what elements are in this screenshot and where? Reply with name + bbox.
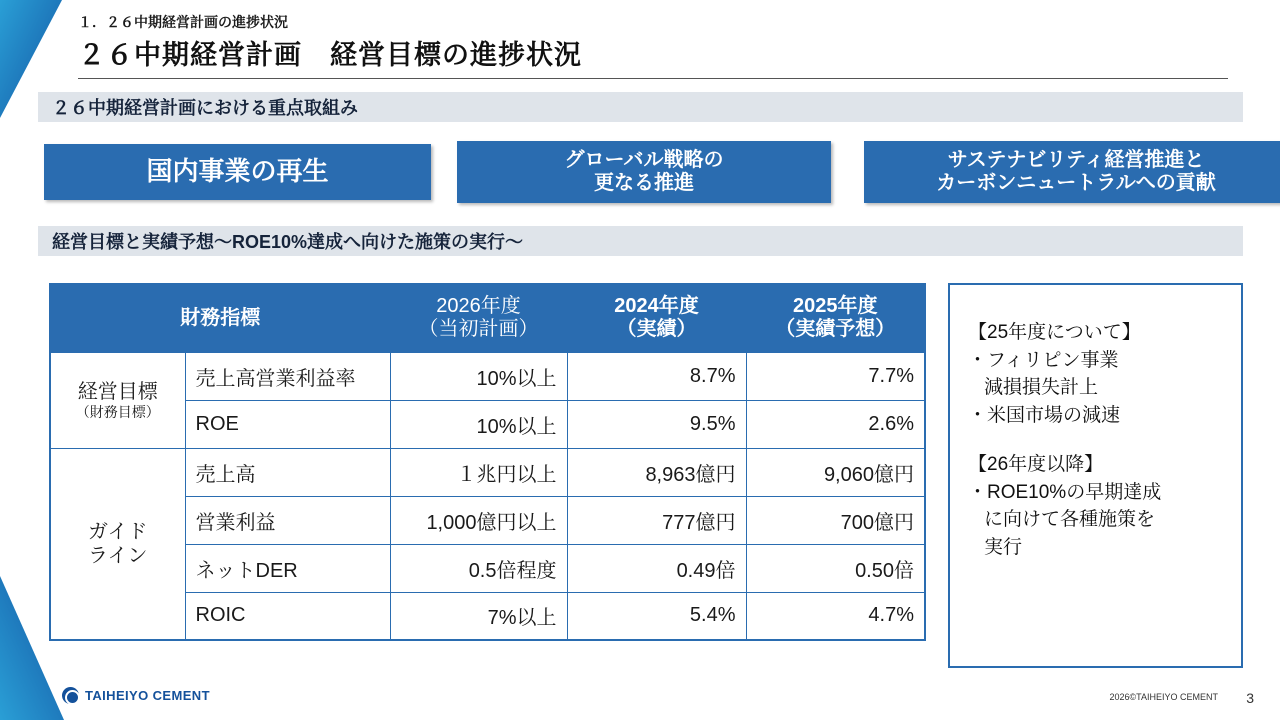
row-label-roe: ROE (185, 400, 390, 448)
copyright-text: 2026©TAIHEIYO CEMENT (1109, 692, 1218, 702)
table-row (50, 448, 925, 496)
financial-table-wrapper (49, 283, 924, 641)
title-divider (78, 78, 1228, 79)
column-header-fy2024-actual-sub: （実績） (616, 318, 697, 341)
section-bar-goals: 経営目標と実績予想～ROE10%達成へ向けた施策の実行～ (38, 226, 1243, 256)
table-row (50, 352, 925, 400)
column-header-fy2026-plan-main: 2026年度 (436, 295, 521, 318)
focus-box-row (44, 141, 1244, 203)
financial-indicators-table (49, 283, 926, 641)
side-note-panel (948, 283, 1243, 668)
cell-operating-income-plan: 1,000億円以上 (390, 496, 567, 544)
cell-net-der-plan: 0.5倍程度 (390, 544, 567, 592)
page-number: 3 (1246, 690, 1254, 706)
focus-box-global-line1: グローバル戦略の (564, 149, 724, 171)
note-fy2026-line2: に向けて各種施策を (984, 509, 1156, 531)
row-label-net-der: ネットDER (185, 544, 390, 592)
cell-operating-margin-fy2025: 7.7% (746, 352, 925, 400)
note-block-fy2025 (968, 319, 1227, 429)
cell-net-sales-fy2024: 8,963億円 (567, 448, 746, 496)
group-label-guideline (50, 448, 185, 640)
note-fy2025-line3: ・米国市場の減速 (968, 404, 1121, 426)
cell-roe-plan: 10%以上 (390, 400, 567, 448)
focus-box-domestic (44, 144, 431, 200)
cell-operating-income-fy2025: 700億円 (746, 496, 925, 544)
note-fy2025-heading: 【25年度について】 (968, 322, 1141, 343)
column-header-fy2025-forecast (746, 284, 925, 352)
cell-roic-fy2024: 5.4% (567, 592, 746, 640)
cell-net-sales-fy2025: 9,060億円 (746, 448, 925, 496)
row-label-operating-income: 営業利益 (185, 496, 390, 544)
focus-box-domestic-label: 国内事業の再生 (146, 156, 329, 187)
cell-roic-fy2025: 4.7% (746, 592, 925, 640)
cell-operating-income-fy2024: 777億円 (567, 496, 746, 544)
column-header-fy2025-forecast-sub: （実績予想） (775, 318, 896, 341)
column-header-fy2024-actual (567, 284, 746, 352)
focus-box-global-line2: 更なる推進 (594, 172, 694, 194)
row-label-operating-margin: 売上高営業利益率 (185, 352, 390, 400)
note-fy2026-heading: 【26年度以降】 (968, 454, 1104, 476)
page-title: ２６中期経営計画 経営目標の進捗状況 (78, 40, 582, 70)
focus-box-sustainability (864, 141, 1280, 203)
note-fy2025-line2: 減損損失計上 (984, 377, 1099, 399)
row-label-net-sales: 売上高 (185, 448, 390, 496)
focus-box-global (457, 141, 831, 203)
logo-circle-icon (62, 687, 79, 704)
company-logo (62, 687, 210, 704)
note-spacer (968, 433, 1227, 451)
logo-text: TAIHEIYO CEMENT (85, 688, 210, 703)
column-header-fy2026-plan-sub: （当初計画） (418, 318, 539, 341)
cell-roic-plan: 7%以上 (390, 592, 567, 640)
slide-header (78, 12, 1232, 79)
cell-operating-margin-plan: 10%以上 (390, 352, 567, 400)
column-header-fy2026-plan (390, 284, 567, 352)
row-label-roic: ROIC (185, 592, 390, 640)
section-bar-focus: ２６中期経営計画における重点取組み (38, 92, 1243, 122)
focus-box-sustainability-line1: サステナビリティ経営推進と (947, 149, 1205, 171)
cell-net-der-fy2024: 0.49倍 (567, 544, 746, 592)
cell-operating-margin-fy2024: 8.7% (567, 352, 746, 400)
column-header-fy2025-forecast-main: 2025年度 (793, 295, 878, 318)
group-label-management-goals-main: 経営目標 (77, 380, 158, 403)
slide-eyebrow: １．２６中期経営計画の進捗状況 (78, 14, 288, 30)
note-fy2026-line1: ・ROE10%の早期達成 (968, 481, 1162, 503)
note-fy2025-line1: ・フィリピン事業 (968, 349, 1119, 371)
note-fy2026-line3: 実行 (984, 536, 1023, 558)
group-label-guideline-line2: ライン (88, 544, 148, 567)
cell-roe-fy2024: 9.5% (567, 400, 746, 448)
cell-net-sales-plan: １兆円以上 (390, 448, 567, 496)
note-block-fy2026 (968, 451, 1227, 561)
cell-net-der-fy2025: 0.50倍 (746, 544, 925, 592)
cell-roe-fy2025: 2.6% (746, 400, 925, 448)
table-header-row (50, 284, 925, 352)
group-label-guideline-line1: ガイド (88, 520, 148, 543)
group-label-management-goals (50, 352, 185, 448)
column-header-indicator: 財務指標 (50, 284, 390, 352)
column-header-fy2024-actual-main: 2024年度 (614, 295, 699, 318)
focus-box-sustainability-line2: カーボンニュートラルへの貢献 (936, 172, 1216, 194)
group-label-management-goals-sub: （財務目標） (75, 403, 160, 420)
